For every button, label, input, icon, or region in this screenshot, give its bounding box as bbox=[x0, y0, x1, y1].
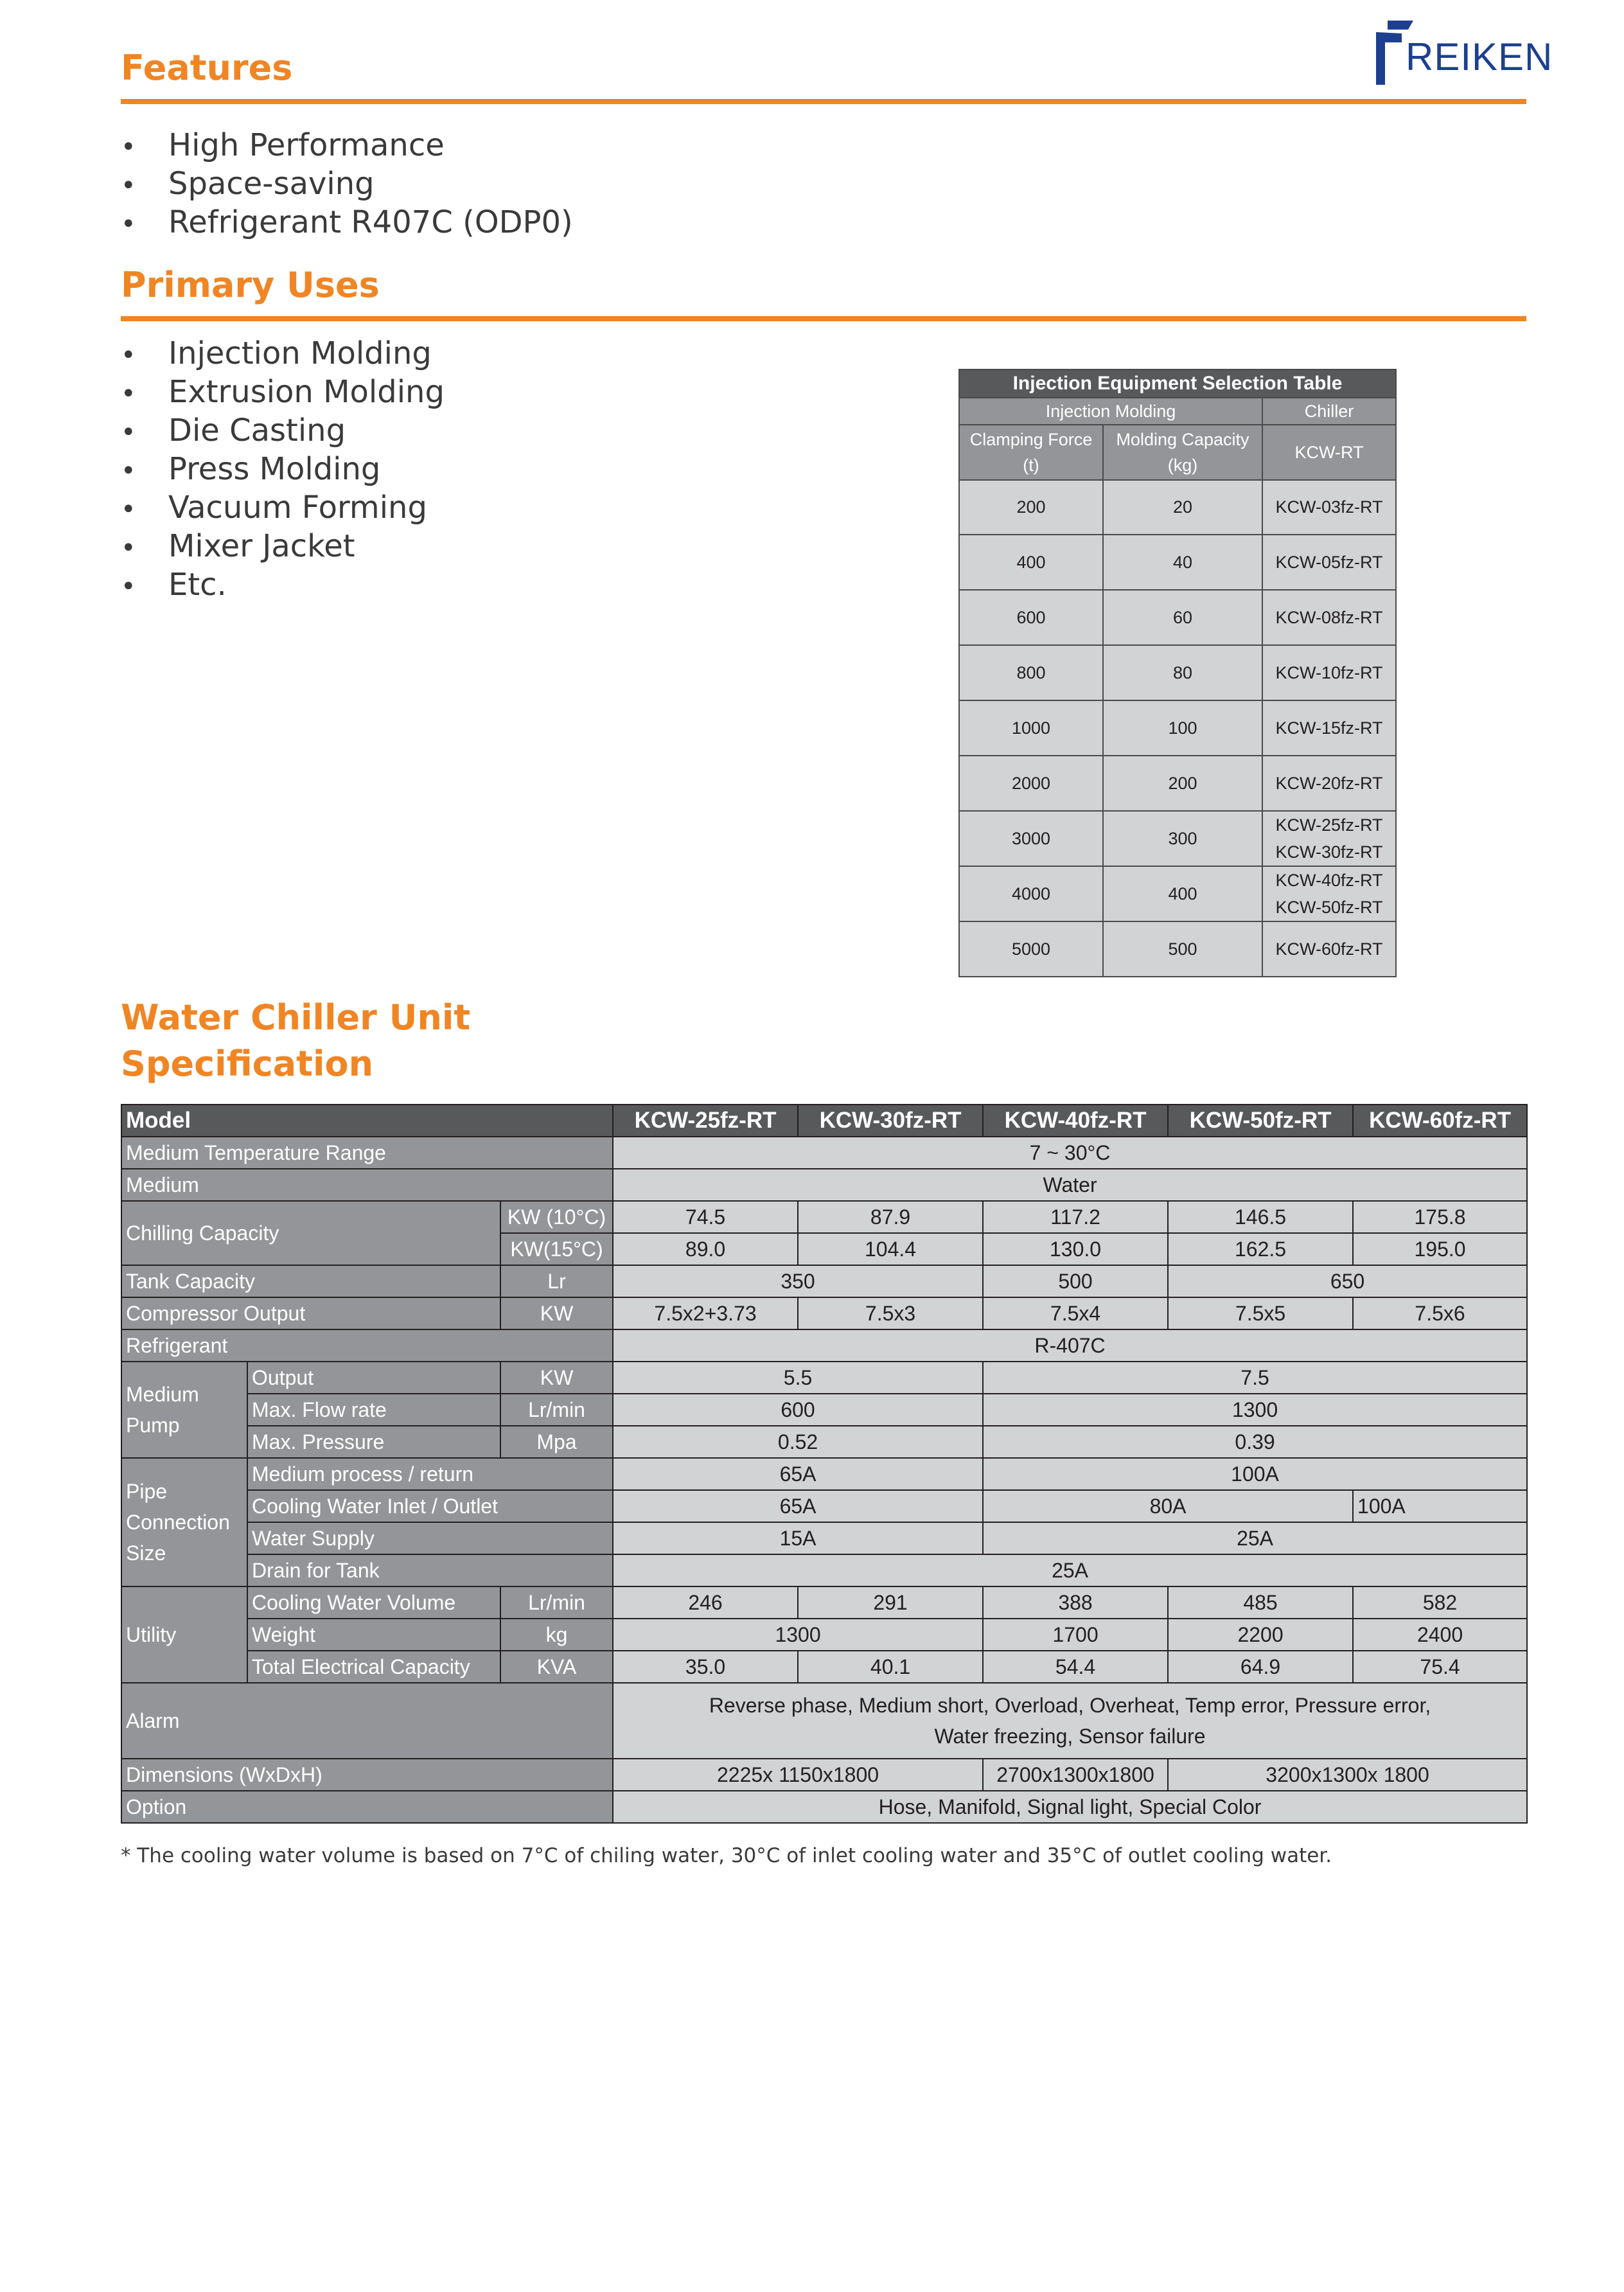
table-cell: Hose, Manifold, Signal light, Special Color bbox=[613, 1791, 1527, 1823]
column-header-molding: Molding Capacity (kg) bbox=[1103, 425, 1262, 480]
table-cell: 54.4 bbox=[983, 1651, 1168, 1683]
unit-label: KW bbox=[500, 1297, 613, 1329]
table-cell bbox=[1262, 866, 1396, 921]
primary-uses-list bbox=[121, 334, 445, 604]
table-cell: 89.0 bbox=[613, 1233, 798, 1265]
spec-table bbox=[121, 1104, 1528, 1824]
table-cell: Water bbox=[613, 1169, 1527, 1201]
table-cell: 800 bbox=[959, 645, 1103, 700]
column-header-chiller: KCW-RT bbox=[1262, 425, 1396, 480]
table-cell: 7.5 bbox=[983, 1362, 1527, 1394]
row-label: Medium bbox=[121, 1169, 613, 1201]
table-cell: KCW-05fz-RT bbox=[1262, 535, 1396, 590]
table-cell: 485 bbox=[1168, 1586, 1353, 1619]
table-cell: 175.8 bbox=[1353, 1201, 1527, 1233]
model-name: KCW-60fz-RT bbox=[1353, 1105, 1527, 1137]
table-cell: 1300 bbox=[983, 1394, 1527, 1426]
row-label: Water Supply bbox=[247, 1522, 613, 1554]
table-cell: 3000 bbox=[959, 811, 1103, 866]
list-item: • Space-saving bbox=[121, 166, 375, 202]
unit-label: KW(15°C) bbox=[500, 1233, 613, 1265]
table-cell: 500 bbox=[1103, 921, 1262, 977]
table-cell: 87.9 bbox=[798, 1201, 983, 1233]
injection-selection-table bbox=[958, 369, 1397, 977]
unit-label: KW bbox=[500, 1362, 613, 1394]
table-cell: KCW-60fz-RT bbox=[1262, 921, 1396, 977]
table-cell: 0.52 bbox=[613, 1426, 983, 1458]
table-cell: 1700 bbox=[983, 1619, 1168, 1651]
alarm-line: Water freezing, Sensor failure bbox=[934, 1725, 1206, 1748]
table-cell: 400 bbox=[1103, 866, 1262, 921]
table-cell: 100A bbox=[983, 1458, 1527, 1490]
table-cell: 350 bbox=[613, 1265, 983, 1297]
selection-table-title: Injection Equipment Selection Table bbox=[959, 369, 1396, 398]
primary-uses-divider bbox=[121, 316, 1526, 321]
table-cell: 40 bbox=[1103, 535, 1262, 590]
chiller-model: KCW-25fz-RT bbox=[1275, 815, 1383, 835]
table-cell: 20 bbox=[1103, 480, 1262, 535]
table-cell: 388 bbox=[983, 1586, 1168, 1619]
table-cell: 65A bbox=[613, 1490, 983, 1522]
model-name: KCW-40fz-RT bbox=[983, 1105, 1168, 1137]
row-label: Compressor Output bbox=[121, 1297, 500, 1329]
table-cell: 80A bbox=[983, 1490, 1353, 1522]
unit-label: Lr/min bbox=[500, 1586, 613, 1619]
table-cell: 7.5x3 bbox=[798, 1297, 983, 1329]
column-header-clamping: Clamping Force (t) bbox=[959, 425, 1103, 480]
spec-heading-line1: Water Chiller Unit bbox=[121, 997, 471, 1038]
row-label: Output bbox=[247, 1362, 500, 1394]
table-cell: 246 bbox=[613, 1586, 798, 1619]
table-cell: KCW-20fz-RT bbox=[1262, 756, 1396, 811]
table-cell: 7.5x2+3.73 bbox=[613, 1297, 798, 1329]
row-label: Chilling Capacity bbox=[121, 1201, 500, 1265]
features-list bbox=[121, 126, 573, 242]
chiller-model: KCW-50fz-RT bbox=[1275, 898, 1383, 917]
list-item: • Vacuum Forming bbox=[121, 490, 427, 526]
alarm-list bbox=[613, 1683, 1527, 1759]
table-cell: 1300 bbox=[613, 1619, 983, 1651]
table-cell: 600 bbox=[613, 1394, 983, 1426]
row-label: Medium Temperature Range bbox=[121, 1137, 613, 1169]
table-cell: 74.5 bbox=[613, 1201, 798, 1233]
table-cell: 7 ~ 30°C bbox=[613, 1137, 1527, 1169]
table-cell: 104.4 bbox=[798, 1233, 983, 1265]
row-label: Max. Pressure bbox=[247, 1426, 500, 1458]
table-cell: 7.5x5 bbox=[1168, 1297, 1353, 1329]
table-cell: 200 bbox=[959, 480, 1103, 535]
alarm-line: Reverse phase, Medium short, Overload, Overheat, Temp error, Pressure error, bbox=[709, 1694, 1431, 1717]
row-label: Drain for Tank bbox=[247, 1554, 613, 1586]
table-cell: 582 bbox=[1353, 1586, 1527, 1619]
table-cell: 0.39 bbox=[983, 1426, 1527, 1458]
table-cell: 162.5 bbox=[1168, 1233, 1353, 1265]
footnote: * The cooling water volume is based on 7°C of chiling water, 30°C of inlet cooling water and 35°C of outlet cooling water. bbox=[121, 1844, 1332, 1867]
unit-label: KW (10°C) bbox=[500, 1201, 613, 1233]
row-label: Option bbox=[121, 1791, 613, 1823]
table-cell: 130.0 bbox=[983, 1233, 1168, 1265]
list-item: • High Performance bbox=[121, 127, 445, 163]
chiller-model: KCW-40fz-RT bbox=[1275, 871, 1383, 890]
model-name: KCW-25fz-RT bbox=[613, 1105, 798, 1137]
table-cell: 100A bbox=[1353, 1490, 1527, 1522]
primary-uses-heading: Primary Uses bbox=[121, 265, 380, 305]
table-cell: 40.1 bbox=[798, 1651, 983, 1683]
table-cell: 117.2 bbox=[983, 1201, 1168, 1233]
table-cell: R-407C bbox=[613, 1329, 1527, 1362]
table-cell: 3200x1300x 1800 bbox=[1168, 1759, 1527, 1791]
list-item: • Etc. bbox=[121, 567, 227, 603]
features-heading: Features bbox=[121, 48, 293, 88]
row-label: Max. Flow rate bbox=[247, 1394, 500, 1426]
row-label: Medium process / return bbox=[247, 1458, 613, 1490]
table-cell: 500 bbox=[983, 1265, 1168, 1297]
spec-heading bbox=[121, 995, 470, 1087]
spec-heading-line2: Specification bbox=[121, 1044, 374, 1084]
table-cell: KCW-03fz-RT bbox=[1262, 480, 1396, 535]
table-cell: 146.5 bbox=[1168, 1201, 1353, 1233]
group-label: Pipe Connection Size bbox=[121, 1458, 247, 1586]
table-cell: 5000 bbox=[959, 921, 1103, 977]
table-cell bbox=[1262, 811, 1396, 866]
selection-group-chiller: Chiller bbox=[1262, 398, 1396, 425]
table-cell: 80 bbox=[1103, 645, 1262, 700]
table-cell: 600 bbox=[959, 590, 1103, 645]
list-item: • Injection Molding bbox=[121, 335, 432, 371]
table-cell: KCW-15fz-RT bbox=[1262, 700, 1396, 756]
table-cell: 25A bbox=[983, 1522, 1527, 1554]
row-label: Dimensions (WxDxH) bbox=[121, 1759, 613, 1791]
table-cell: 195.0 bbox=[1353, 1233, 1527, 1265]
brand-name: REIKEN bbox=[1406, 35, 1553, 78]
row-label: Weight bbox=[247, 1619, 500, 1651]
features-divider bbox=[121, 99, 1526, 104]
table-cell: 75.4 bbox=[1353, 1651, 1527, 1683]
table-cell: 15A bbox=[613, 1522, 983, 1554]
unit-label: Lr/min bbox=[500, 1394, 613, 1426]
table-cell: 64.9 bbox=[1168, 1651, 1353, 1683]
table-cell: 60 bbox=[1103, 590, 1262, 645]
group-label: Medium Pump bbox=[121, 1362, 247, 1458]
selection-group-injection: Injection Molding bbox=[959, 398, 1262, 425]
table-cell: 650 bbox=[1168, 1265, 1527, 1297]
table-cell: 35.0 bbox=[613, 1651, 798, 1683]
table-cell: 7.5x6 bbox=[1353, 1297, 1527, 1329]
list-item: • Press Molding bbox=[121, 451, 381, 487]
list-item: • Refrigerant R407C (ODP0) bbox=[121, 204, 573, 240]
table-cell: 1000 bbox=[959, 700, 1103, 756]
group-label: Utility bbox=[121, 1586, 247, 1683]
row-label: Tank Capacity bbox=[121, 1265, 500, 1297]
table-cell: 65A bbox=[613, 1458, 983, 1490]
unit-label: Lr bbox=[500, 1265, 613, 1297]
table-cell: 5.5 bbox=[613, 1362, 983, 1394]
table-cell: 2225x 1150x1800 bbox=[613, 1759, 983, 1791]
table-cell: 291 bbox=[798, 1586, 983, 1619]
unit-label: KVA bbox=[500, 1651, 613, 1683]
table-cell: 2000 bbox=[959, 756, 1103, 811]
unit-label: Mpa bbox=[500, 1426, 613, 1458]
list-item: • Mixer Jacket bbox=[121, 528, 355, 564]
table-cell: 100 bbox=[1103, 700, 1262, 756]
row-label: Alarm bbox=[121, 1683, 613, 1759]
table-cell: KCW-08fz-RT bbox=[1262, 590, 1396, 645]
table-cell: 300 bbox=[1103, 811, 1262, 866]
table-cell: 7.5x4 bbox=[983, 1297, 1168, 1329]
list-item: • Die Casting bbox=[121, 413, 346, 449]
model-name: KCW-50fz-RT bbox=[1168, 1105, 1353, 1137]
table-cell: 25A bbox=[613, 1554, 1527, 1586]
model-label: Model bbox=[121, 1105, 613, 1137]
table-cell: 2400 bbox=[1353, 1619, 1527, 1651]
table-cell: 2700x1300x1800 bbox=[983, 1759, 1168, 1791]
table-cell: 2200 bbox=[1168, 1619, 1353, 1651]
unit-label: kg bbox=[500, 1619, 613, 1651]
table-cell: KCW-10fz-RT bbox=[1262, 645, 1396, 700]
table-cell: 4000 bbox=[959, 866, 1103, 921]
chiller-model: KCW-30fz-RT bbox=[1275, 842, 1383, 862]
table-cell: 200 bbox=[1103, 756, 1262, 811]
list-item: • Extrusion Molding bbox=[121, 374, 445, 410]
row-label: Refrigerant bbox=[121, 1329, 613, 1362]
model-name: KCW-30fz-RT bbox=[798, 1105, 983, 1137]
row-label: Cooling Water Inlet / Outlet bbox=[247, 1490, 613, 1522]
row-label: Total Electrical Capacity bbox=[247, 1651, 500, 1683]
table-cell: 400 bbox=[959, 535, 1103, 590]
row-label: Cooling Water Volume bbox=[247, 1586, 500, 1619]
